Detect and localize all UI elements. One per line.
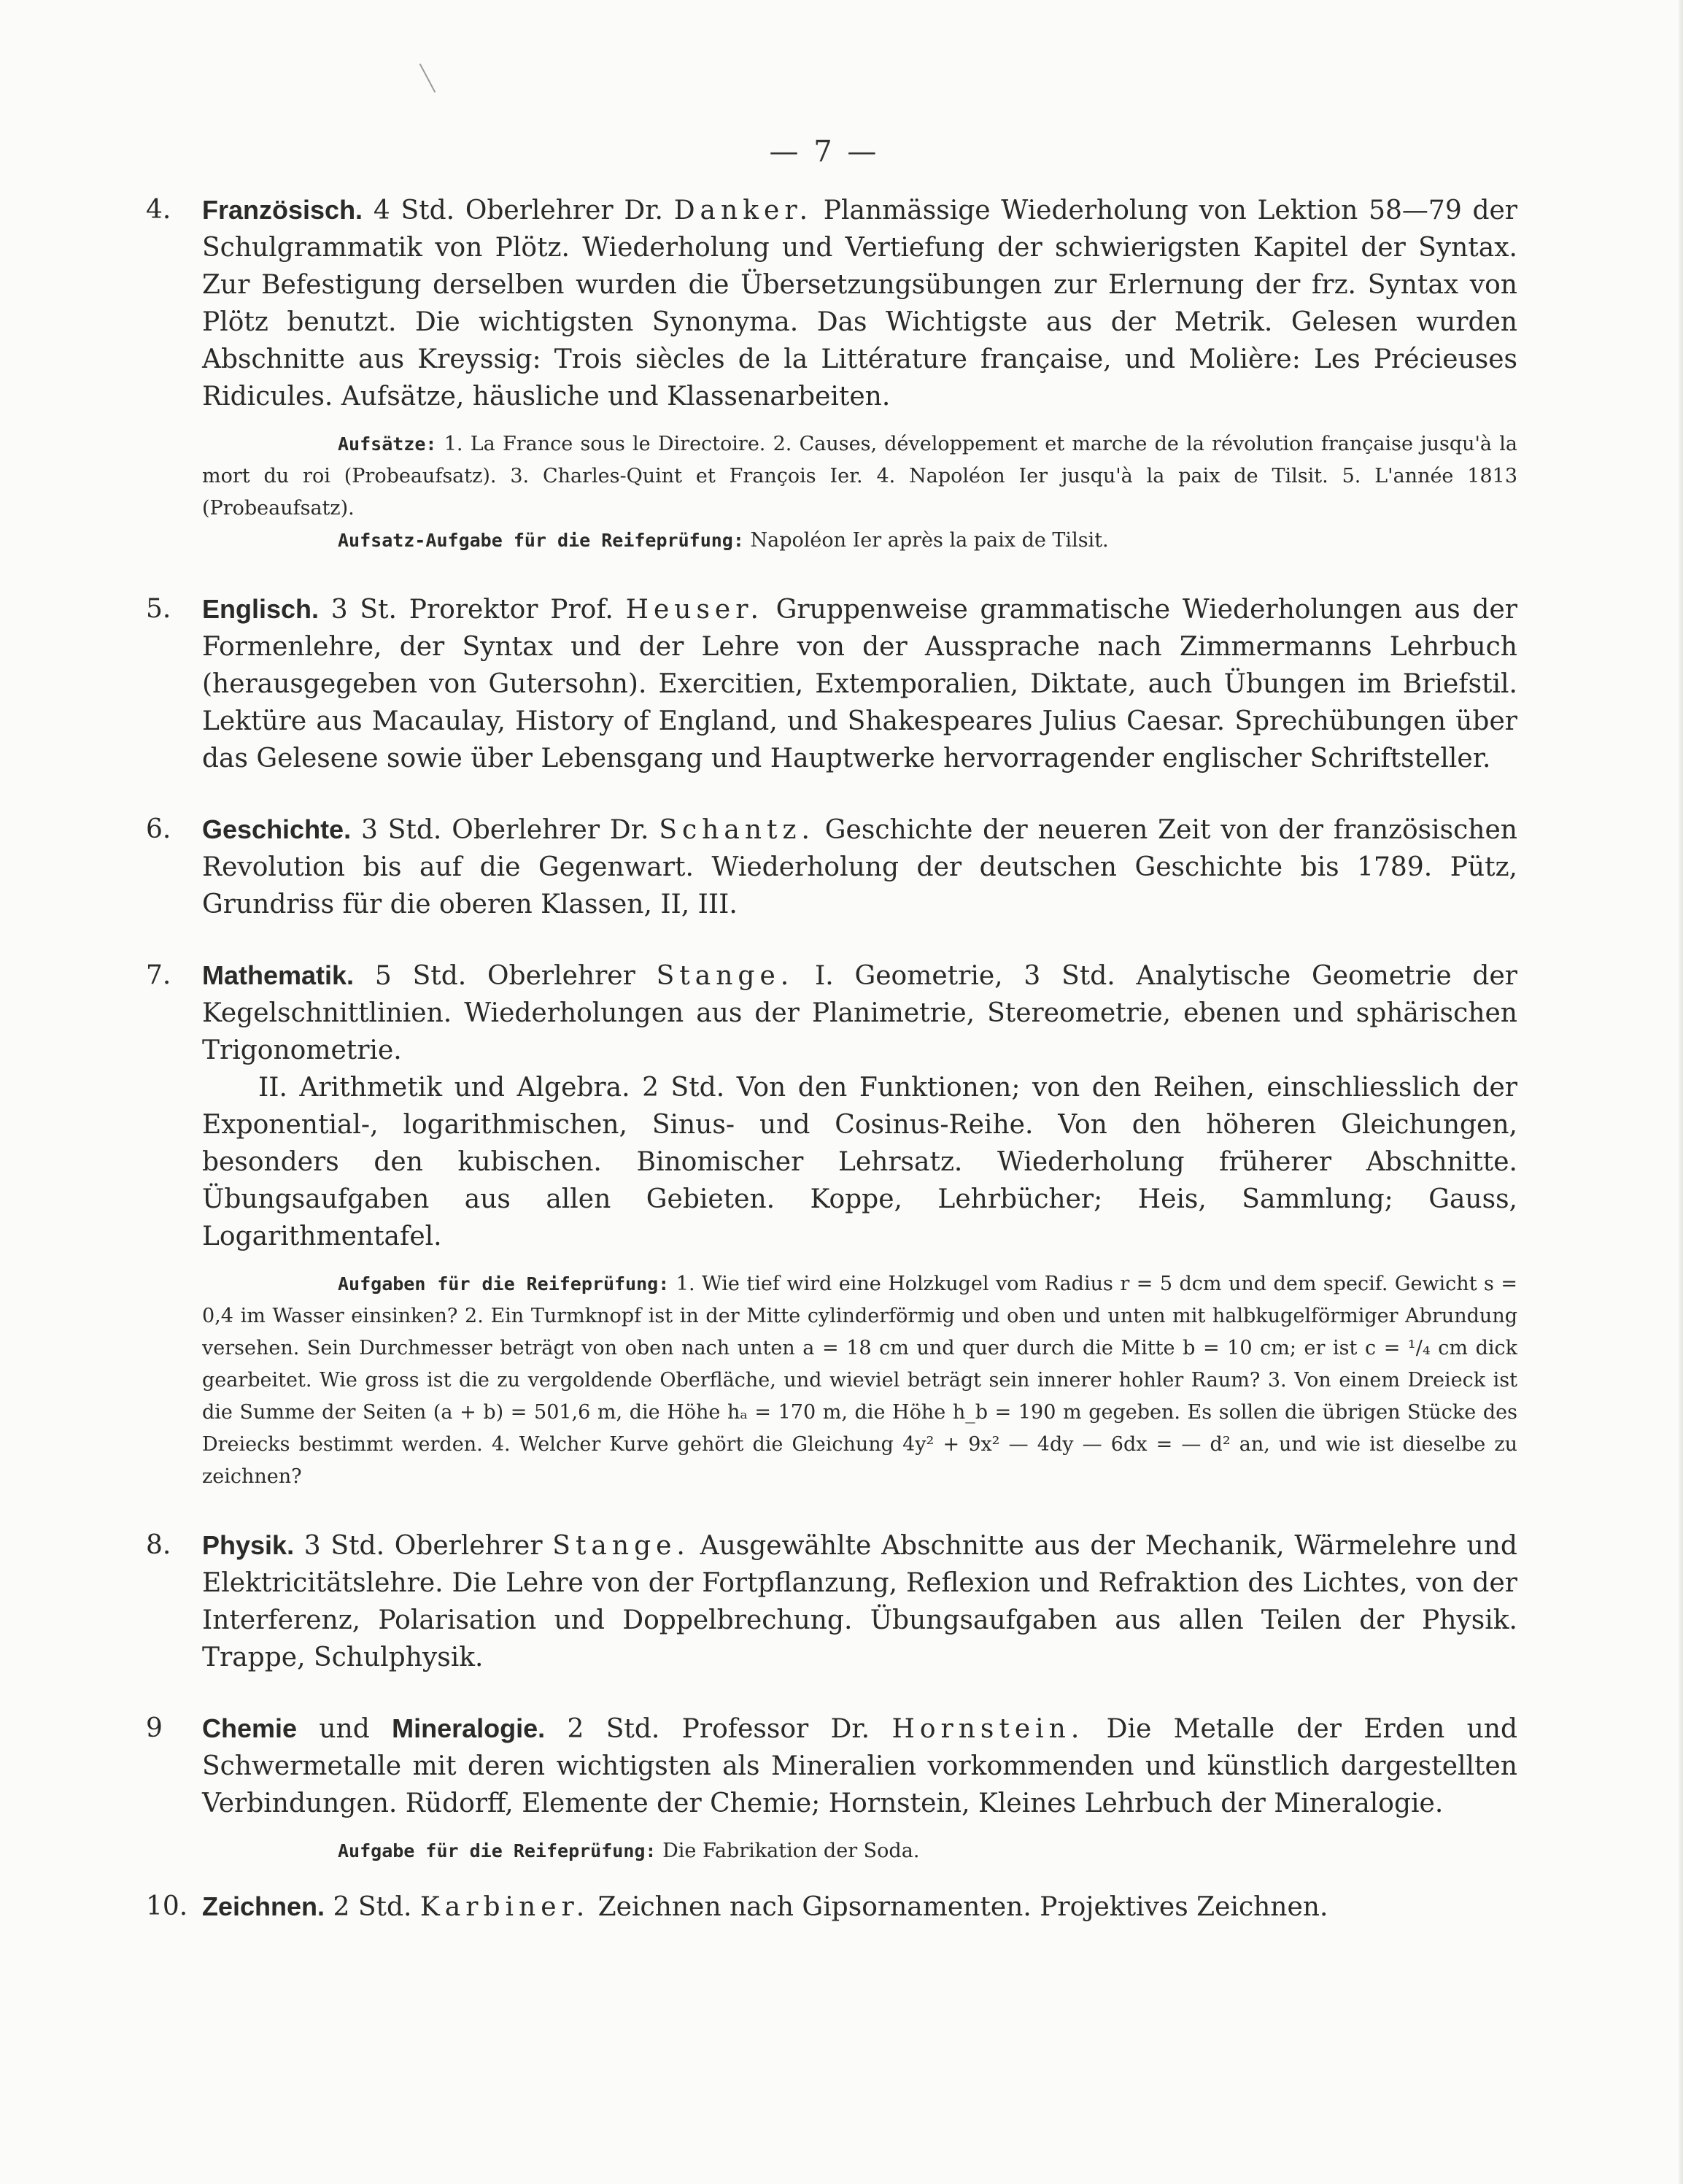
teacher-name: Danker.	[673, 196, 813, 225]
note-label: Aufgaben für die Reifeprüfung:	[338, 1273, 670, 1294]
teacher-title: Oberlehrer	[487, 961, 635, 991]
hours: 3 Std.	[303, 1531, 385, 1561]
section-text: Ausgewählte Abschnitte aus der Mechanik, Wärmelehre und Elektricitätslehre. Die Lehre von der Fortpflanzung, Reflexion und Refraktion des Lichtes, von der Interferenz, Polarisation und Doppelbrechung. Übungsaufgaben aus allen Teilen der Physik. Trappe, Schulphysik.	[202, 1531, 1517, 1672]
pencil-mark	[419, 63, 436, 93]
section-text: I. Geometrie, 3 Std. Analytische Geometrie der Kegelschnittlinien. Wiederholungen aus der Planimetrie, Stereometrie, ebenen und sphärischen Trigonometrie.	[202, 961, 1517, 1065]
section-text: Zeichnen nach Gipsornamenten. Projektives Zeichnen.	[597, 1892, 1328, 1922]
section-mathematik	[146, 957, 1517, 1493]
hours: 5 Std.	[374, 961, 467, 991]
section-zeichnen	[146, 1888, 1517, 1926]
hours: 2 Std.	[567, 1714, 660, 1744]
section-number: 10.	[146, 1891, 188, 1921]
hours: 4 Std.	[373, 196, 455, 225]
teacher-title: Oberlehrer	[394, 1531, 543, 1561]
note-text: Napoléon Ier après la paix de Tilsit.	[750, 529, 1109, 552]
teacher-title: Prorektor Prof.	[409, 595, 614, 625]
section-physik	[146, 1527, 1517, 1676]
note-aufgabe	[202, 1835, 1517, 1867]
section-number: 5.	[146, 594, 171, 624]
section-number: 8.	[146, 1530, 171, 1560]
teacher-name: Schantz.	[659, 815, 815, 845]
teacher-name: Stange.	[552, 1531, 690, 1561]
subject-title: Physik.	[202, 1530, 295, 1560]
page-edge-shadow	[1679, 0, 1683, 2184]
note-label: Aufsätze:	[338, 433, 437, 455]
section-text: Planmässige Wiederholung von Lektion 58—79 der Schulgrammatik von Plötz. Wiederholung und Vertiefung der schwierigsten Kapitel der Syntax. Zur Befestigung derselben wurden die Übersetzungsübungen zur Erlernung der frz. Syntax von Plötz benutzt. Die wichtigsten Synonyma. Das Wichtigste aus der Metrik. Gelesen wurden Abschnitte aus Kreyssig: Trois siècles de la Littérature française, und Molière: Les Précieuses Ridicules. Aufsätze, häusliche und Klassenarbeiten.	[202, 196, 1518, 412]
page-content	[146, 191, 1517, 1926]
section-number: 7.	[146, 960, 171, 990]
note-text: 1. Wie tief wird eine Holzkugel vom Radius r = 5 dcm und dem specif. Gewicht s = 0,4 im Wasser einsinken? 2. Ein Turmknopf ist in der Mitte cylinderförmig und oben und unten mit halbkugelförmiger Abrundung versehen. Sein Durchmesser beträgt von oben nach unten a = 18 cm und quer durch die Mitte b = 10 cm; er ist c = ¹/₄ cm dick gearbeitet. Wie gross ist die zu vergoldende Oberfläche, und wieviel beträgt sein innerer hohler Raum? 3. Von einem Dreieck ist die Summe der Seiten (a + b) = 501,6 m, die Höhe hₐ = 170 m, die Höhe h_b = 190 m gegeben. Es sollen die übrigen Stücke des Dreiecks bestimmt werden. 4. Welcher Kurve gehört die Gleichung 4y² + 9x² — 4dy — 6dx = — d² an, und wie ist dieselbe zu zeichnen?	[202, 1273, 1517, 1488]
subject-title-2: Mineralogie.	[392, 1713, 546, 1743]
teacher-name: Karbiner.	[419, 1892, 590, 1922]
note-label: Aufsatz-Aufgabe für die Reifeprüfung:	[338, 530, 744, 551]
section-englisch	[146, 590, 1517, 777]
section-franzoesisch	[146, 191, 1517, 557]
subject-connector: und	[319, 1714, 370, 1744]
section-text: Geschichte der neueren Zeit von der französischen Revolution bis auf die Gegenwart. Wiederholung der deutschen Geschichte bis 1789. Pütz, Grundriss für die oberen Klassen, II, III.	[202, 815, 1517, 919]
section-number: 4.	[146, 195, 171, 225]
hours: 2 Std.	[333, 1892, 412, 1922]
section-number: 9	[146, 1713, 163, 1743]
hours: 3 Std.	[360, 815, 442, 845]
note-label: Aufgabe für die Reifeprüfung:	[338, 1840, 657, 1861]
subject-title: Englisch.	[202, 594, 320, 624]
section-text-arithmetik: II. Arithmetik und Algebra. 2 Std. Von den Funktionen; von den Reihen, einschliesslich der Exponential-, logarithmischen, Sinus- und Cosinus-Reihe. Von den höheren Gleichungen, besonders den kubischen. Binomischer Lehrsatz. Wiederholung früherer Abschnitte. Übungsaufgaben aus allen Gebieten. Koppe, Lehrbücher; Heis, Sammlung; Gauss, Logarithmentafel.	[202, 1073, 1517, 1251]
subject-title: Zeichnen.	[202, 1891, 325, 1921]
section-number: 6.	[146, 814, 171, 844]
teacher-name: Stange.	[656, 961, 794, 991]
section-text: Gruppenweise grammatische Wiederholungen aus der Formenlehre, der Syntax und der Lehre von der Aussprache nach Zimmermanns Lehrbuch (herausgegeben von Gutersohn). Exercitien, Extemporalien, Diktate, auch Übungen im Briefstil. Lektüre aus Macaulay, History of England, und Shakespeares Julius Caesar. Sprechübungen über das Gelesene sowie über Lebensgang und Hauptwerke hervorragender englischer Schriftsteller.	[202, 595, 1517, 773]
note-text: 1. La France sous le Directoire. 2. Causes, développement et marche de la révolution française jusqu'à la mort du roi (Probeaufsatz). 3. Charles-Quint et François Ier. 4. Napoléon Ier jusqu'à la paix de Tilsit. 5. L'année 1813 (Probeaufsatz).	[202, 433, 1517, 520]
note-text: Die Fabrikation der Soda.	[662, 1840, 920, 1862]
teacher-title: Oberlehrer Dr.	[465, 196, 663, 225]
section-chemie-mineralogie	[146, 1710, 1517, 1867]
subject-title: Französisch.	[202, 195, 363, 225]
note-aufsaetze	[202, 428, 1517, 557]
hours: 3 St.	[330, 595, 397, 625]
section-geschichte	[146, 811, 1517, 923]
subject-title: Mathematik.	[202, 960, 355, 990]
page-number: — 7 —	[769, 135, 880, 169]
teacher-name: Hornstein.	[891, 1714, 1085, 1744]
teacher-title: Oberlehrer Dr.	[452, 815, 649, 845]
teacher-title: Professor Dr.	[681, 1714, 870, 1744]
teacher-name: Heuser.	[625, 595, 764, 625]
subject-title: Chemie	[202, 1713, 298, 1743]
section-text: Die Metalle der Erden und Schwermetalle mit deren wichtigsten als Mineralien vorkommenden und künstlich dargestellten Verbindungen. Rüdorff, Elemente der Chemie; Hornstein, Kleines Lehrbuch der Mineralogie.	[202, 1714, 1518, 1818]
subject-title: Geschichte.	[202, 814, 352, 844]
note-aufgaben	[202, 1268, 1517, 1493]
